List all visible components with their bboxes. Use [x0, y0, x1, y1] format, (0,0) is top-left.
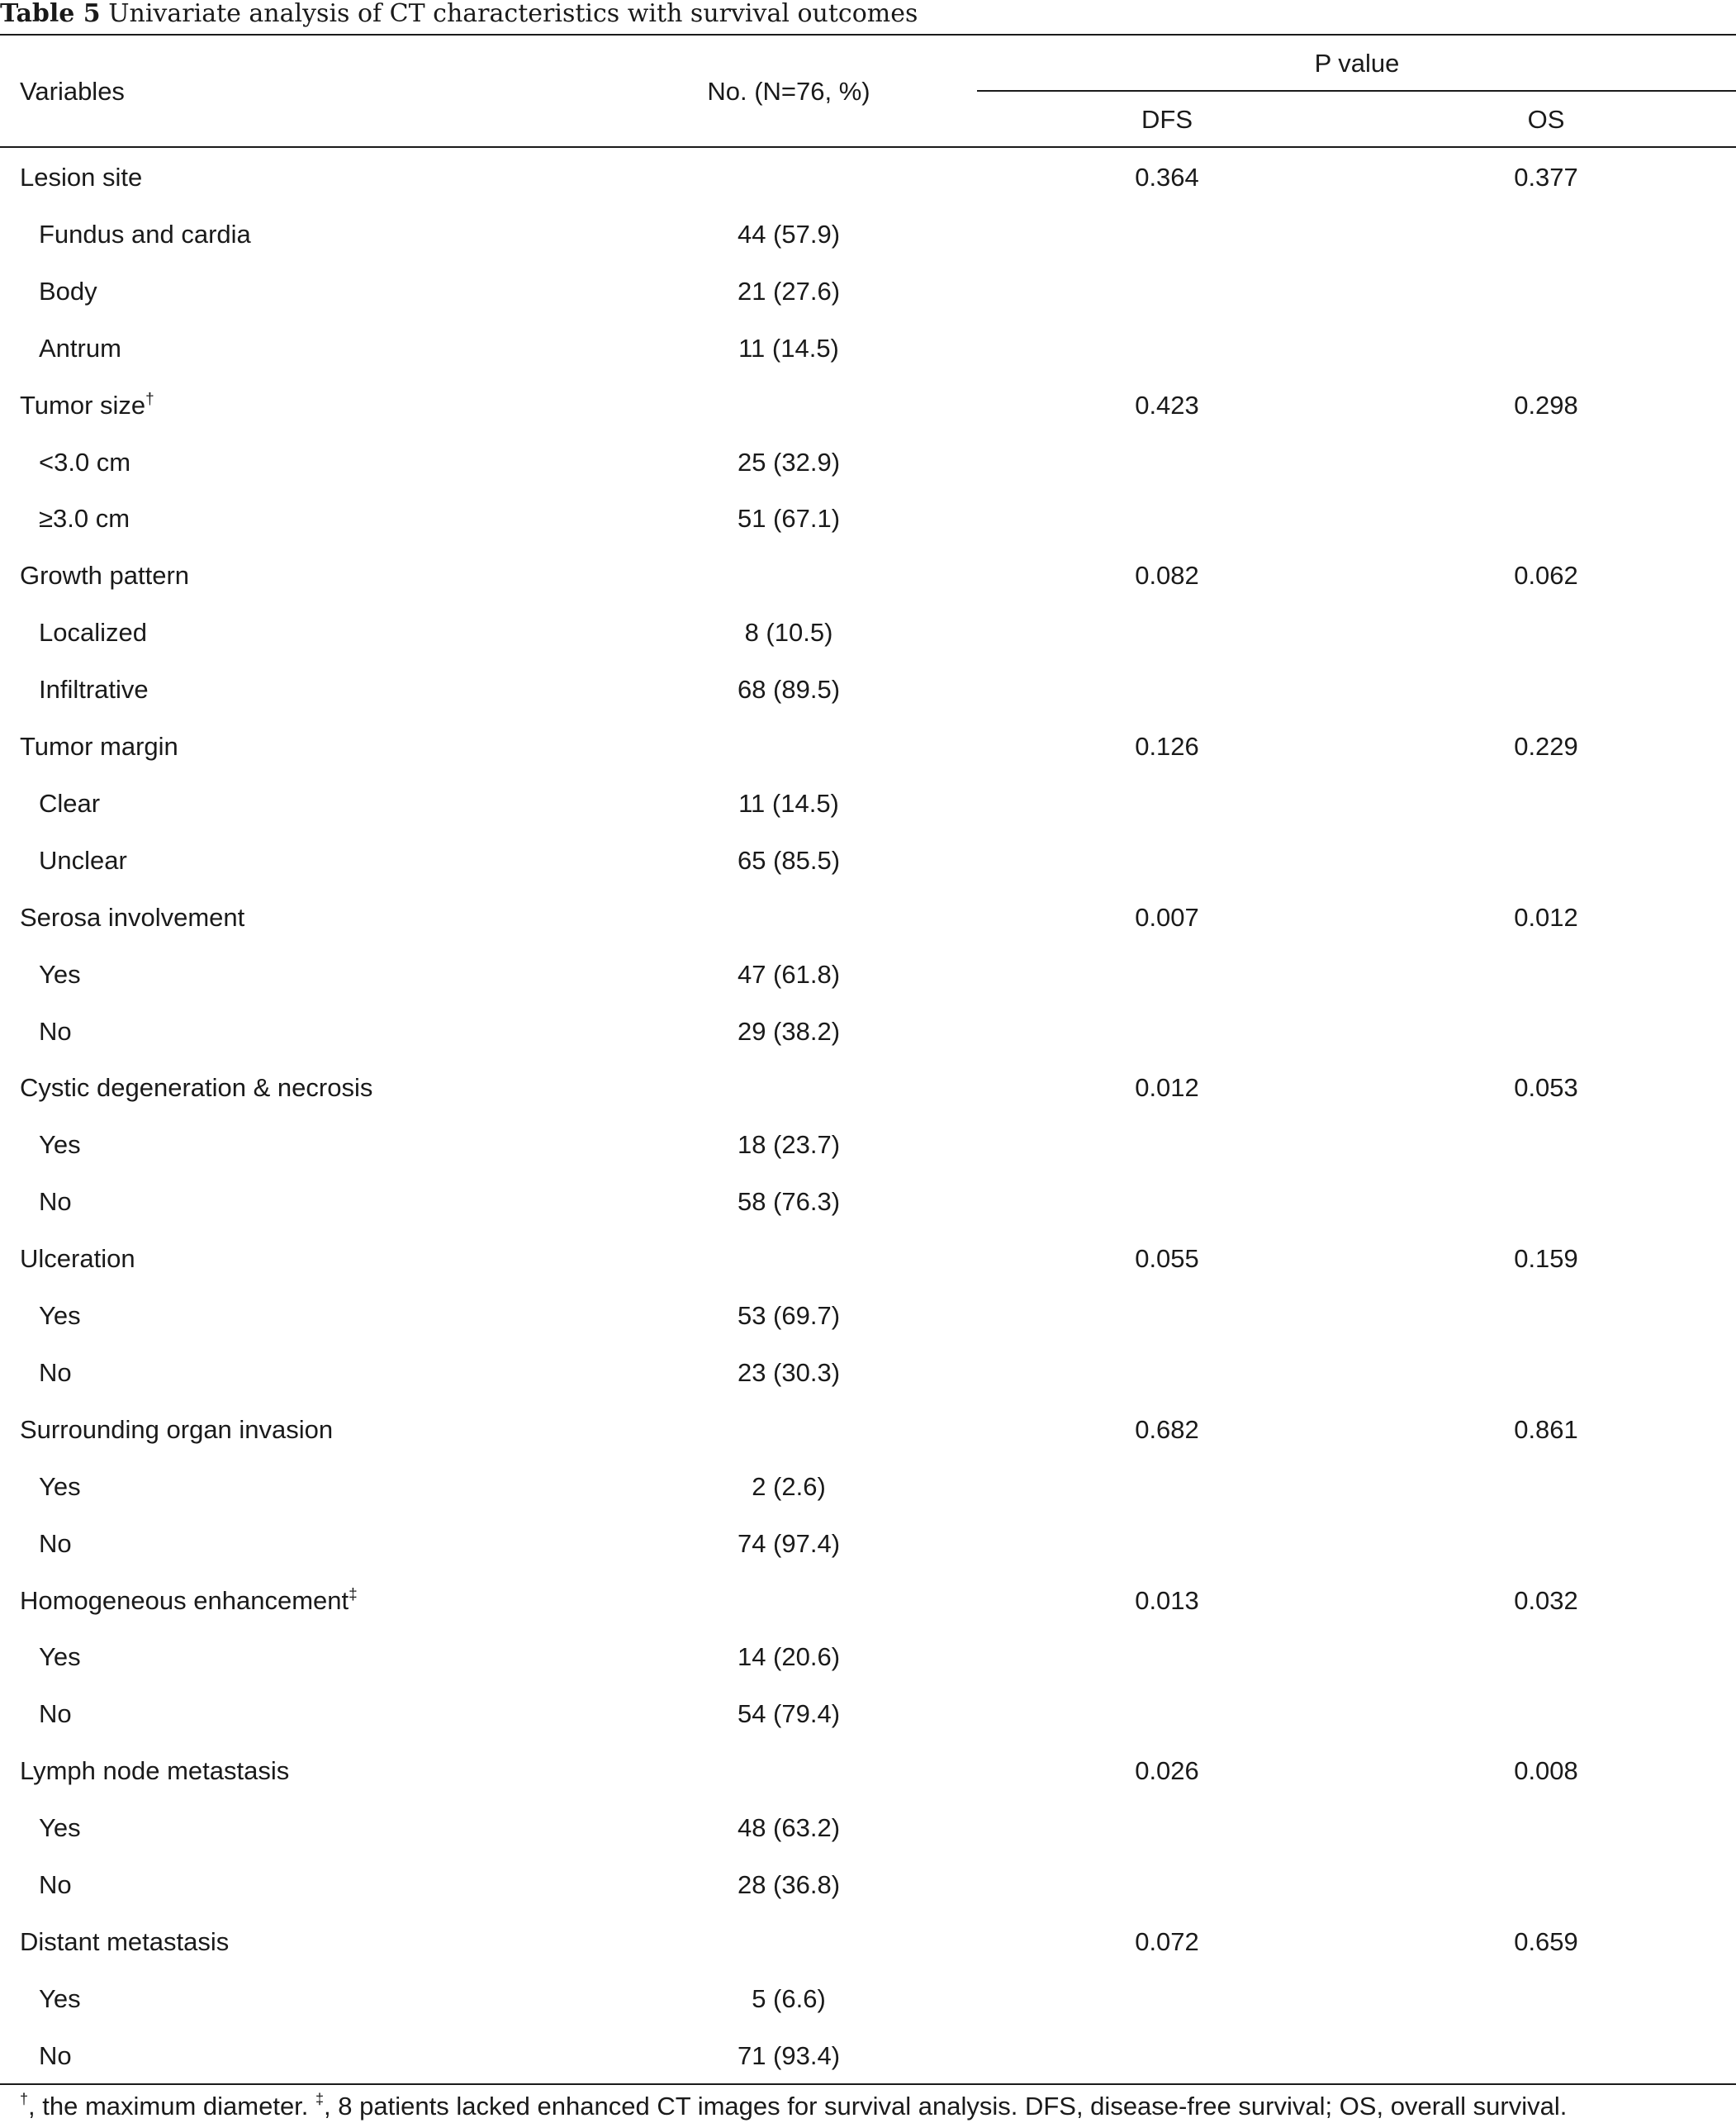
top-rule — [0, 34, 1736, 36]
variable-label: Yes — [39, 1642, 81, 1672]
table-row — [0, 1686, 1736, 1743]
cell-dfs: 0.082 — [1135, 561, 1199, 591]
header-dfs: DFS — [1141, 105, 1193, 134]
cell-number: 58 (76.3) — [737, 1187, 841, 1217]
cell-number: 53 (69.7) — [737, 1301, 841, 1330]
variable-label: No — [39, 1016, 72, 1046]
cell-variable — [39, 1299, 81, 1332]
table-row-group — [0, 1402, 1736, 1459]
footnote-mark-double-dagger: ‡ — [315, 2091, 325, 2107]
cell-variable — [39, 275, 97, 308]
header-os: OS — [1527, 105, 1565, 134]
variable-label: Yes — [39, 1471, 81, 1501]
table-row — [0, 1345, 1736, 1402]
cell-dfs: 0.126 — [1135, 732, 1199, 761]
cell-variable — [39, 2040, 72, 2073]
table-row — [0, 662, 1736, 719]
cell-variable — [20, 1071, 372, 1104]
cell-number: 18 (23.7) — [737, 1130, 841, 1160]
footnote — [20, 2090, 1567, 2123]
cell-number: 29 (38.2) — [737, 1016, 841, 1046]
cell-dfs: 0.007 — [1135, 902, 1199, 932]
table-row — [0, 321, 1736, 378]
table-row-group — [0, 1060, 1736, 1117]
footnote-mark-dagger: † — [20, 2091, 29, 2107]
cell-number: 28 (36.8) — [737, 1870, 841, 1899]
cell-number: 74 (97.4) — [737, 1528, 841, 1558]
table-row — [0, 1629, 1736, 1686]
cell-variable — [39, 787, 100, 820]
cell-variable — [20, 1242, 135, 1275]
cell-number: 8 (10.5) — [744, 618, 833, 648]
cell-number: 5 (6.6) — [752, 1983, 826, 2013]
variable-label: Lesion site — [20, 163, 143, 192]
table-row — [0, 2028, 1736, 2085]
cell-os: 0.229 — [1514, 732, 1578, 761]
cell-variable — [39, 446, 130, 479]
cell-number: 51 (67.1) — [737, 504, 841, 534]
cell-variable — [39, 1356, 72, 1389]
variable-label: No — [39, 1699, 72, 1729]
cell-os: 0.032 — [1514, 1585, 1578, 1615]
cell-number: 71 (93.4) — [737, 2040, 841, 2070]
table-row-group — [0, 719, 1736, 776]
cell-variable — [20, 1584, 358, 1617]
variable-label: No — [39, 1870, 72, 1899]
table-row-group — [0, 1231, 1736, 1288]
cell-variable — [20, 161, 142, 194]
variable-label: Distant metastasis — [20, 1926, 230, 1956]
table-row — [0, 833, 1736, 890]
cell-variable — [39, 502, 130, 535]
table-row — [0, 1288, 1736, 1345]
header-variables: Variables — [20, 77, 125, 106]
cell-number: 23 (30.3) — [737, 1357, 841, 1387]
cell-variable — [39, 1869, 72, 1902]
cell-number: 65 (85.5) — [737, 845, 841, 875]
cell-variable — [39, 1983, 81, 2016]
cell-variable — [39, 844, 127, 877]
variable-label: <3.0 cm — [39, 447, 131, 477]
footnote-marker: ‡ — [349, 1585, 358, 1603]
cell-variable — [20, 389, 154, 422]
variable-label: ≥3.0 cm — [39, 504, 130, 534]
table-row — [0, 1117, 1736, 1174]
table-label: Table 5 — [0, 0, 101, 28]
table-row-group — [0, 890, 1736, 947]
cell-variable — [39, 1698, 72, 1731]
cell-os: 0.008 — [1514, 1756, 1578, 1786]
cell-dfs: 0.012 — [1135, 1073, 1199, 1103]
cell-variable — [39, 1185, 72, 1218]
cell-variable — [39, 616, 147, 649]
cell-dfs: 0.423 — [1135, 390, 1199, 420]
cell-variable — [39, 673, 149, 706]
cell-os: 0.659 — [1514, 1926, 1578, 1956]
pvalue-rule — [977, 90, 1736, 92]
cell-number: 11 (14.5) — [738, 333, 839, 363]
cell-number: 11 (14.5) — [738, 788, 839, 818]
table-row — [0, 947, 1736, 1004]
cell-number: 54 (79.4) — [737, 1699, 841, 1729]
variable-label: Surrounding organ invasion — [20, 1414, 334, 1444]
variable-label: Localized — [39, 618, 147, 648]
table-row-group — [0, 1743, 1736, 1800]
cell-variable — [39, 1641, 81, 1674]
footnote-text-2: , 8 patients lacked enhanced CT images for survival analysis. DFS, disease-free survival; OS, overall survival. — [324, 2092, 1568, 2121]
bottom-rule — [0, 2083, 1736, 2085]
table-row-group — [0, 150, 1736, 207]
cell-os: 0.861 — [1514, 1414, 1578, 1444]
cell-variable — [20, 901, 244, 934]
table-row — [0, 1174, 1736, 1231]
cell-number: 68 (89.5) — [737, 675, 841, 705]
variable-label: Serosa involvement — [20, 902, 245, 932]
header-number: No. (N=76, %) — [707, 77, 870, 106]
variable-label: Tumor margin — [20, 732, 178, 761]
variable-label: Tumor size — [20, 390, 146, 420]
variable-label: Ulceration — [20, 1244, 135, 1274]
table-row — [0, 1004, 1736, 1061]
table-row — [0, 435, 1736, 492]
cell-os: 0.298 — [1514, 390, 1578, 420]
cell-dfs: 0.055 — [1135, 1244, 1199, 1274]
cell-number: 25 (32.9) — [737, 447, 841, 477]
variable-label: Yes — [39, 1130, 81, 1160]
table-row — [0, 776, 1736, 833]
table-row — [0, 1459, 1736, 1516]
cell-os: 0.012 — [1514, 902, 1578, 932]
cell-variable — [39, 1015, 72, 1048]
cell-os: 0.159 — [1514, 1244, 1578, 1274]
cell-dfs: 0.072 — [1135, 1926, 1199, 1956]
cell-variable — [20, 730, 178, 763]
table-row-group — [0, 548, 1736, 605]
cell-os: 0.062 — [1514, 561, 1578, 591]
table-title: Univariate analysis of CT characteristics with survival outcomes — [108, 0, 918, 28]
table-row — [0, 207, 1736, 264]
variable-label: No — [39, 1357, 72, 1387]
cell-variable — [20, 1755, 289, 1788]
header-rule — [0, 146, 1736, 148]
table-row — [0, 1857, 1736, 1914]
cell-variable — [39, 218, 251, 251]
table-row — [0, 605, 1736, 662]
variable-label: Unclear — [39, 845, 127, 875]
table-row-group — [0, 1914, 1736, 1971]
header-pvalue: P value — [1314, 49, 1400, 78]
cell-variable — [39, 1128, 81, 1161]
cell-dfs: 0.364 — [1135, 163, 1199, 192]
table-row — [0, 491, 1736, 548]
cell-variable — [39, 1812, 81, 1845]
cell-os: 0.377 — [1514, 163, 1578, 192]
footnote-text-1: , the maximum diameter. — [28, 2092, 316, 2121]
variable-label: Growth pattern — [20, 561, 190, 591]
table-caption — [0, 0, 918, 33]
variable-label: No — [39, 1187, 72, 1217]
table-row — [0, 1971, 1736, 2028]
variable-label: Yes — [39, 1301, 81, 1330]
variable-label: No — [39, 1528, 72, 1558]
variable-label: Lymph node metastasis — [20, 1756, 290, 1786]
table-row — [0, 1800, 1736, 1857]
cell-variable — [39, 1527, 72, 1560]
footnote-marker: † — [145, 390, 154, 408]
cell-number: 44 (57.9) — [737, 219, 841, 249]
variable-label: Yes — [39, 1813, 81, 1843]
cell-number: 14 (20.6) — [737, 1642, 841, 1672]
variable-label: Fundus and cardia — [39, 219, 251, 249]
variable-label: Clear — [39, 788, 101, 818]
variable-label: Body — [39, 276, 97, 306]
cell-number: 47 (61.8) — [737, 959, 841, 989]
variable-label: Homogeneous enhancement — [20, 1585, 349, 1615]
table-row-group — [0, 378, 1736, 435]
variable-label: Infiltrative — [39, 675, 149, 705]
variable-label: Antrum — [39, 333, 121, 363]
cell-number: 48 (63.2) — [737, 1813, 841, 1843]
cell-dfs: 0.013 — [1135, 1585, 1199, 1615]
variable-label: No — [39, 2040, 72, 2070]
table-row — [0, 264, 1736, 321]
cell-variable — [39, 332, 121, 365]
variable-label: Yes — [39, 959, 81, 989]
variable-label: Cystic degeneration & necrosis — [20, 1073, 373, 1103]
cell-variable — [20, 559, 189, 592]
variable-label: Yes — [39, 1983, 81, 2013]
table-row — [0, 1516, 1736, 1573]
cell-variable — [39, 1470, 81, 1503]
cell-variable — [20, 1413, 333, 1446]
table-row-group — [0, 1573, 1736, 1630]
cell-os: 0.053 — [1514, 1073, 1578, 1103]
cell-variable — [39, 958, 81, 991]
cell-dfs: 0.682 — [1135, 1414, 1199, 1444]
cell-number: 2 (2.6) — [752, 1471, 826, 1501]
cell-number: 21 (27.6) — [737, 276, 841, 306]
cell-dfs: 0.026 — [1135, 1756, 1199, 1786]
cell-variable — [20, 1926, 229, 1959]
